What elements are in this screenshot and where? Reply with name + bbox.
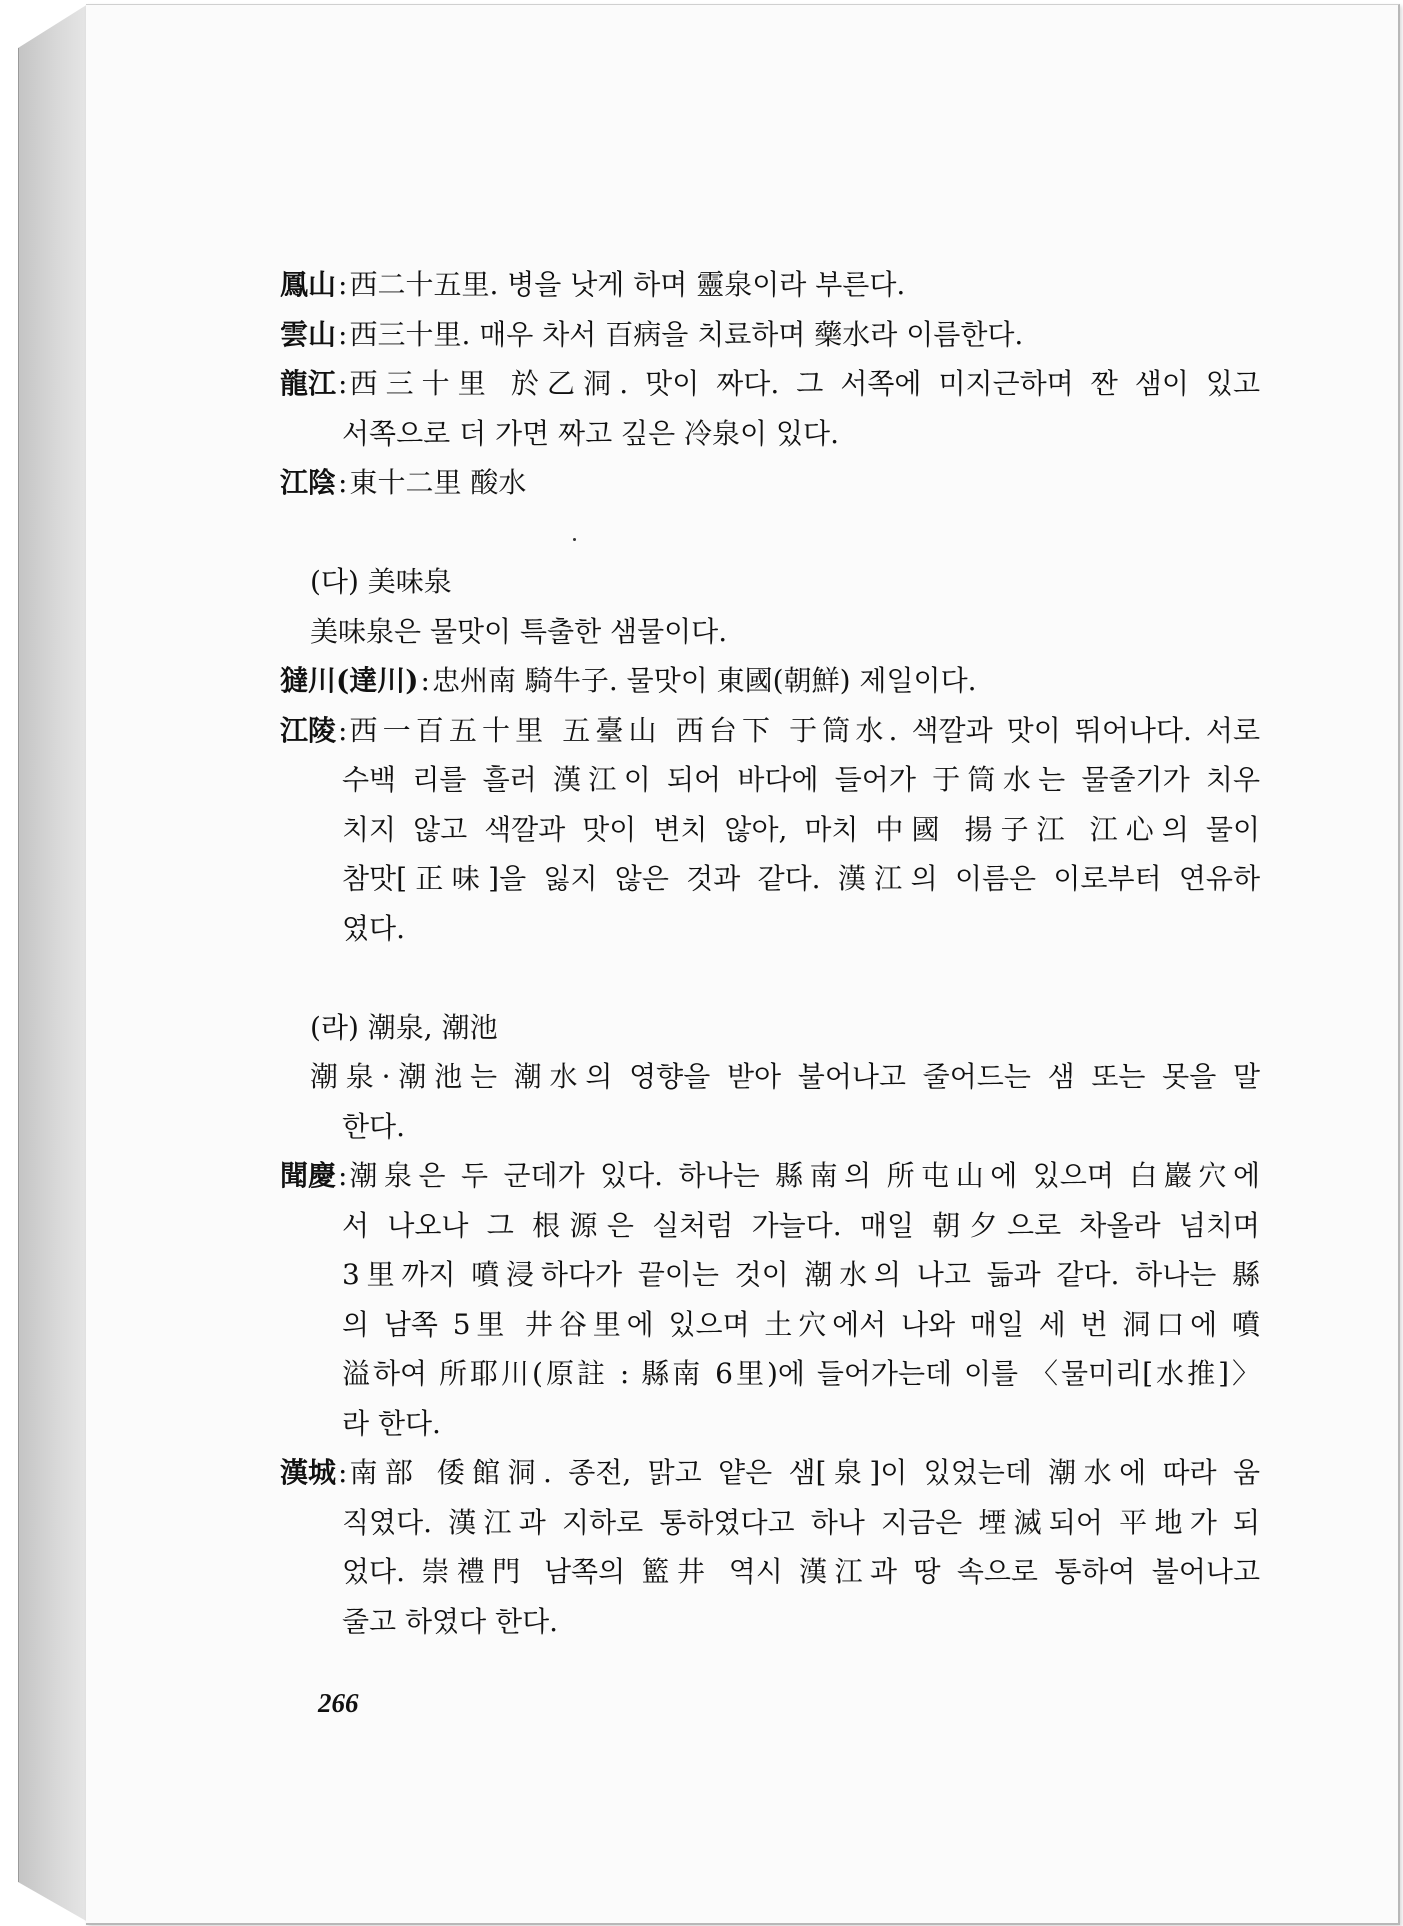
entry-text: 西三十里. 매우 차서 百病을 치료하며 藥水라 이름한다. [349,317,1024,351]
entry-continuation: 였다. [342,911,405,945]
entry-continuation: 서쪽으로 더 가면 짜고 깊은 冷泉이 있다. [342,416,839,450]
entry-text: 東十二里 酸水 [349,466,527,499]
entry-name: 㺚川(達川) [280,664,419,697]
entry-text: 西一百五十里 五臺山 西台下 于筒水. 색깔과 맛이 뛰어나다. 서로 [349,713,1260,747]
entry-text: 西三十里 於乙洞. 맛이 짜다. 그 서쪽에 미지근하며 짠 샘이 있고 [349,367,1260,400]
entry-continuation: 라 한다. [342,1406,441,1440]
entry-name: 漢城 [280,1456,337,1489]
entry-text: 南部 倭館洞. 종전, 맑고 얕은 샘[泉]이 있었는데 潮水에 따라 움 [349,1456,1260,1489]
page-number: 266 [318,1688,359,1718]
book-edge [18,4,88,1922]
entry-continuation: 직였다. 漢江과 지하로 통하였다고 하나 지금은 堙滅되어 平地가 되 [342,1505,1260,1539]
entry-line: 雲山 : 西三十里. 매우 차서 百病을 치료하며 藥水라 이름한다. [280,310,1260,360]
entry-continuation: 의 남쪽 5里 井谷里에 있으며 土穴에서 나와 매일 세 번 洞口에 噴 [342,1307,1260,1341]
entry-continuation: 치지 않고 색깔과 맛이 변치 않아, 마치 中國 揚子江 江心의 물이 [342,812,1260,846]
entry-name: 雲山 [280,317,337,351]
book-spine-line [18,48,19,1882]
entry-name: 龍江 [280,367,337,400]
entry-text: 忠州南 騎牛子. 물맛이 東國(朝鮮) 제일이다. [431,664,977,697]
section-heading: (다) 美味泉 [310,565,452,598]
section-intro: 美味泉은 물맛이 특출한 샘물이다. [310,614,728,648]
entry-line: 漢城 : 南部 倭館洞. 종전, 맑고 얕은 샘[泉]이 있었는데 潮水에 따라 움 [280,1448,1260,1498]
entry-name: 江陵 [280,713,337,747]
section-intro-continuation: 한다. [342,1109,405,1143]
entry-line: 鳳山 : 西二十五里. 병을 낫게 하며 靈泉이라 부른다. [280,260,1260,310]
stray-dot [573,538,576,541]
entry-text: 西二十五里. 병을 낫게 하며 靈泉이라 부른다. [349,268,906,301]
section-heading: (라) 潮泉, 潮池 [310,1010,498,1044]
entry-continuation: 참맛[正味]을 잃지 않은 것과 같다. 漢江의 이름은 이로부터 연유하 [342,862,1260,895]
entry-name: 江陰 [280,466,337,499]
page-text [280,260,1260,1646]
entry-line: 聞慶 : 潮泉은 두 군데가 있다. 하나는 縣南의 所屯山에 있으며 白巖穴에 [280,1151,1260,1201]
entry-line: 江陵 : 西一百五十里 五臺山 西台下 于筒水. 색깔과 맛이 뛰어나다. 서로 [280,706,1260,756]
section-intro: 潮泉·潮池는 潮水의 영향을 받아 불어나고 줄어드는 샘 또는 못을 말 [310,1060,1260,1093]
entry-line: 龍江 : 西三十里 於乙洞. 맛이 짜다. 그 서쪽에 미지근하며 짠 샘이 있고 [280,359,1260,409]
entry-continuation: 수백 리를 흘러 漢江이 되어 바다에 들어가 于筒水는 물줄기가 치우 [342,763,1260,796]
entry-continuation: 溢하여 所耶川(原註 : 縣南 6里)에 들어가는데 이를 〈물미리[水推]〉 [342,1357,1260,1390]
entry-continuation: 었다. 崇禮門 남쪽의 籃井 역시 漢江과 땅 속으로 통하여 불어나고 [342,1555,1260,1588]
entry-name: 聞慶 [280,1159,337,1192]
entry-text: 潮泉은 두 군데가 있다. 하나는 縣南의 所屯山에 있으며 白巖穴에 [349,1159,1260,1192]
entry-line: 江陰 : 東十二里 酸水 [280,458,1260,508]
entry-name: 鳳山 [280,268,337,301]
entry-continuation: 서 나오나 그 根源은 실처럼 가늘다. 매일 朝夕으로 차올라 넘치며 [342,1208,1260,1242]
entry-continuation: 줄고 하였다 한다. [342,1604,559,1638]
entry-continuation: 3里까지 噴浸하다가 끝이는 것이 潮水의 나고 듦과 같다. 하나는 縣 [342,1258,1260,1291]
entry-line: 㺚川(達川) : 忠州南 騎牛子. 물맛이 東國(朝鮮) 제일이다. [280,656,1260,706]
